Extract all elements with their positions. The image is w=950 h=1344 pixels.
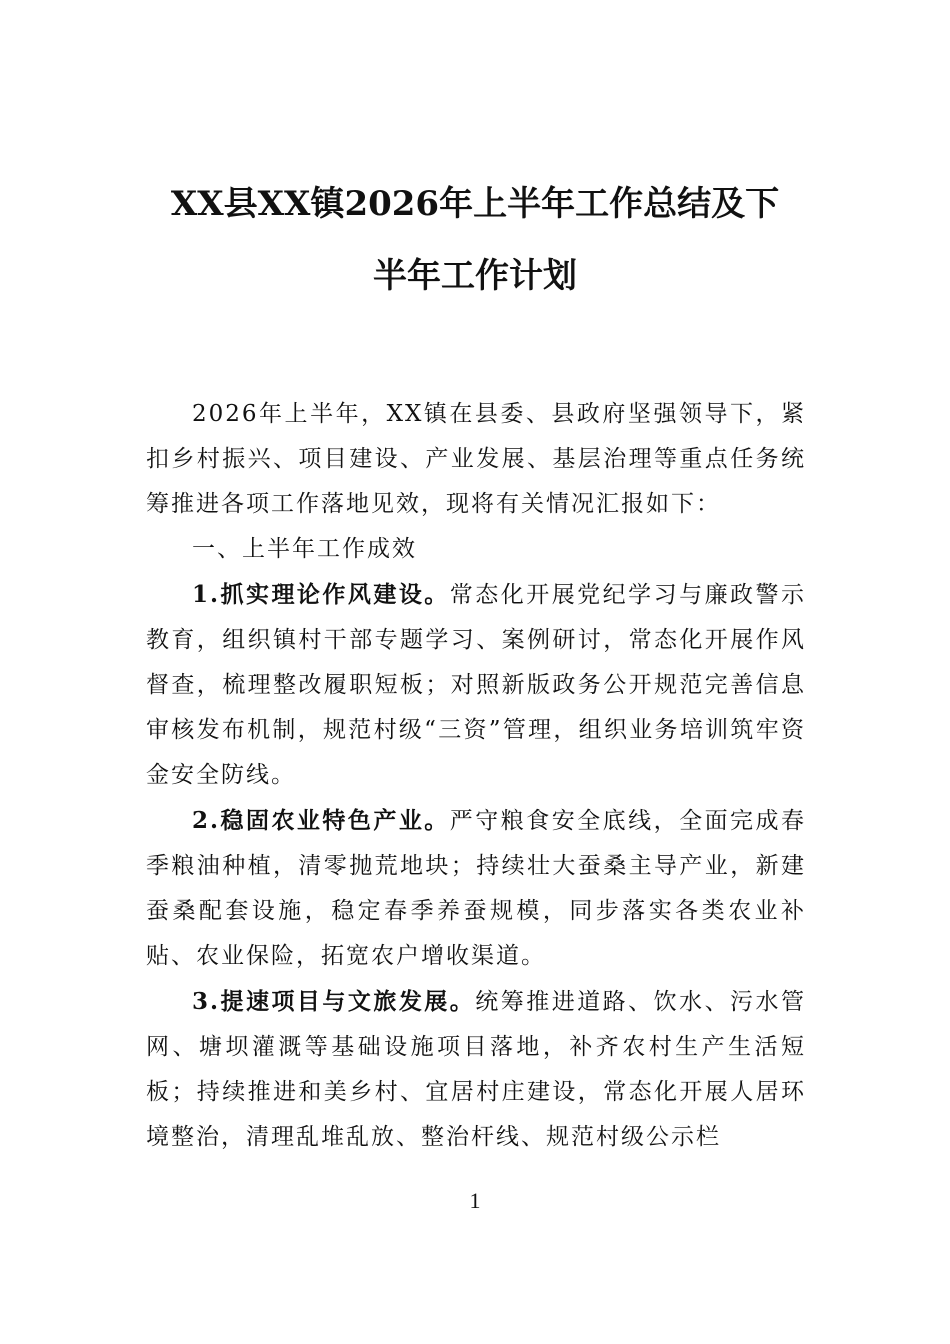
item-text-3: 统筹推进道路、饮水、污水管网、塘坝灌溉等基础设施项目落地，补齐农村生产生活短板；持续推进和美乡村、宜居村庄建设，常态化开展人居环境整治，清理乱堆乱放、整治杆线、规范村级公示栏 <box>146 989 806 1150</box>
item-paragraph-1 <box>146 572 806 798</box>
item-lead-1: 1.抓实理论作风建设。 <box>192 581 450 608</box>
item-lead-3: 3.提速项目与文旅发展。 <box>192 988 476 1015</box>
document-body <box>146 392 806 1160</box>
document-title <box>120 168 830 312</box>
item-text-1: 常态化开展党纪学习与廉政警示教育，组织镇村干部专题学习、案例研讨，常态化开展作风督查，梳理整改履职短板；对照新版政务公开规范完善信息审核发布机制，规范村级“三资”管理，组织业务培训筑牢资金安全防线。 <box>146 582 807 788</box>
item-lead-2: 2.稳固农业特色产业。 <box>192 807 450 834</box>
item-text-2: 严守粮食安全底线，全面完成春季粮油种植，清零抛荒地块；持续壮大蚕桑主导产业，新建蚕桑配套设施，稳定春季养蚕规模，同步落实各类农业补贴、农业保险，拓宽农户增收渠道。 <box>146 808 807 969</box>
item-paragraph-2 <box>146 798 806 979</box>
item-paragraph-3 <box>146 979 806 1160</box>
title-line-1: XX县XX镇2026年上半年工作总结及下 <box>170 184 780 224</box>
title-line-2: 半年工作计划 <box>373 256 577 296</box>
section-heading: 一、上半年工作成效 <box>192 536 417 562</box>
page-number: 1 <box>469 1188 481 1213</box>
intro-paragraph: 2026年上半年，XX镇在县委、县政府坚强领导下，紧扣乡村振兴、项目建设、产业发展、基层治理等重点任务统筹推进各项工作落地见效，现将有关情况汇报如下： <box>146 401 806 517</box>
